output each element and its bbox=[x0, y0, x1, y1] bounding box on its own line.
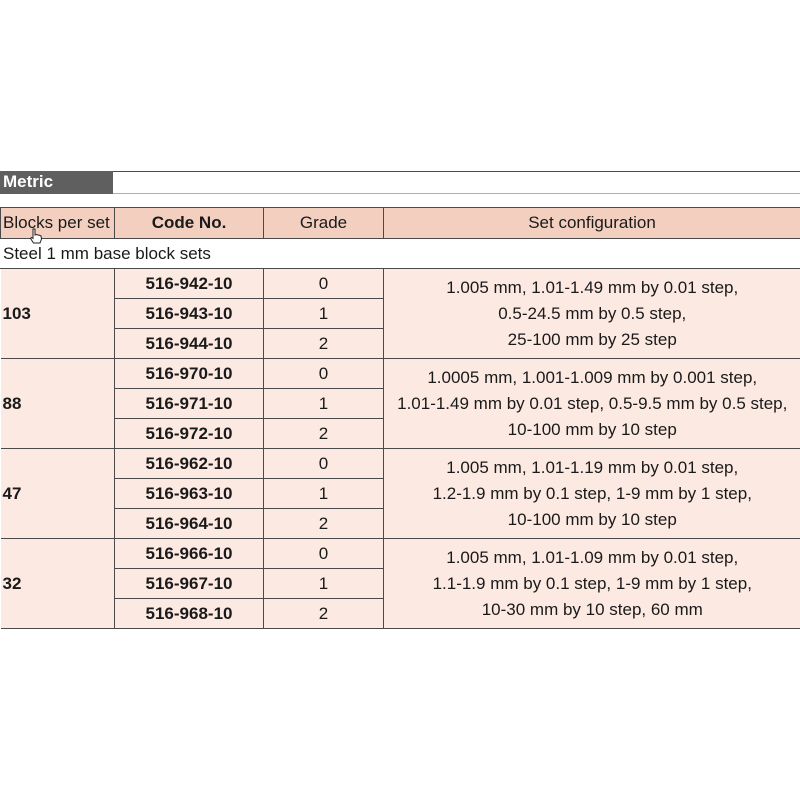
gauge-block-table bbox=[0, 207, 800, 629]
grade-cell: 0 bbox=[264, 539, 384, 569]
code-cell: 516-966-10 bbox=[115, 539, 264, 569]
header-set-configuration: Set configuration bbox=[384, 208, 800, 239]
code-cell: 516-964-10 bbox=[115, 509, 264, 539]
config-line: 1.2-1.9 mm by 0.1 step, 1-9 mm by 1 step, bbox=[432, 483, 752, 503]
grade-cell: 1 bbox=[264, 299, 384, 329]
hand-pointer-icon bbox=[29, 228, 43, 244]
set-configuration-cell bbox=[384, 449, 800, 539]
table-row bbox=[1, 449, 800, 479]
config-line: 1.1-1.9 mm by 0.1 step, 1-9 mm by 1 step, bbox=[432, 573, 752, 593]
config-line: 0.5-24.5 mm by 0.5 step, bbox=[498, 303, 687, 323]
config-line: 10-30 mm by 10 step, 60 mm bbox=[481, 599, 703, 619]
config-line: 10-100 mm by 10 step bbox=[507, 509, 677, 529]
config-line: 25-100 mm by 25 step bbox=[507, 329, 677, 349]
section-divider bbox=[113, 171, 800, 194]
config-line: 1.005 mm, 1.01-1.09 mm by 0.01 step, bbox=[446, 547, 739, 567]
grade-cell: 1 bbox=[264, 569, 384, 599]
code-cell: 516-972-10 bbox=[115, 419, 264, 449]
code-cell: 516-942-10 bbox=[115, 269, 264, 299]
grade-cell: 2 bbox=[264, 509, 384, 539]
code-cell: 516-967-10 bbox=[115, 569, 264, 599]
header-blocks-per-set: Blocks per set bbox=[1, 208, 115, 239]
code-cell: 516-971-10 bbox=[115, 389, 264, 419]
set-configuration-cell bbox=[384, 539, 800, 629]
header-grade: Grade bbox=[264, 208, 384, 239]
grade-cell: 0 bbox=[264, 359, 384, 389]
code-cell: 516-963-10 bbox=[115, 479, 264, 509]
grade-cell: 1 bbox=[264, 389, 384, 419]
code-cell: 516-943-10 bbox=[115, 299, 264, 329]
code-cell: 516-968-10 bbox=[115, 599, 264, 629]
config-line: 1.0005 mm, 1.001-1.009 mm by 0.001 step, bbox=[427, 367, 758, 387]
table-row bbox=[1, 359, 800, 389]
blocks-count: 103 bbox=[1, 269, 115, 359]
code-cell: 516-970-10 bbox=[115, 359, 264, 389]
grade-cell: 2 bbox=[264, 419, 384, 449]
table-subheading: Steel 1 mm base block sets bbox=[1, 239, 800, 269]
blocks-count: 47 bbox=[1, 449, 115, 539]
config-line: 1.005 mm, 1.01-1.49 mm by 0.01 step, bbox=[446, 277, 739, 297]
blocks-count: 32 bbox=[1, 539, 115, 629]
set-configuration-cell bbox=[384, 359, 800, 449]
config-line: 1.01-1.49 mm by 0.01 step, 0.5-9.5 mm by 0.5 step, bbox=[397, 393, 788, 413]
code-cell: 516-962-10 bbox=[115, 449, 264, 479]
section-header bbox=[0, 171, 800, 194]
blocks-count: 88 bbox=[1, 359, 115, 449]
table-subheading-row bbox=[1, 239, 800, 269]
grade-cell: 0 bbox=[264, 449, 384, 479]
config-line: 10-100 mm by 10 step bbox=[507, 419, 677, 439]
code-cell: 516-944-10 bbox=[115, 329, 264, 359]
grade-cell: 2 bbox=[264, 329, 384, 359]
config-line: 1.005 mm, 1.01-1.19 mm by 0.01 step, bbox=[446, 457, 739, 477]
grade-cell: 1 bbox=[264, 479, 384, 509]
grade-cell: 0 bbox=[264, 269, 384, 299]
table-row bbox=[1, 269, 800, 299]
set-configuration-cell bbox=[384, 269, 800, 359]
section-title: Metric bbox=[0, 171, 113, 194]
header-code-no: Code No. bbox=[115, 208, 264, 239]
table-row bbox=[1, 539, 800, 569]
grade-cell: 2 bbox=[264, 599, 384, 629]
table-header-row bbox=[1, 208, 800, 239]
